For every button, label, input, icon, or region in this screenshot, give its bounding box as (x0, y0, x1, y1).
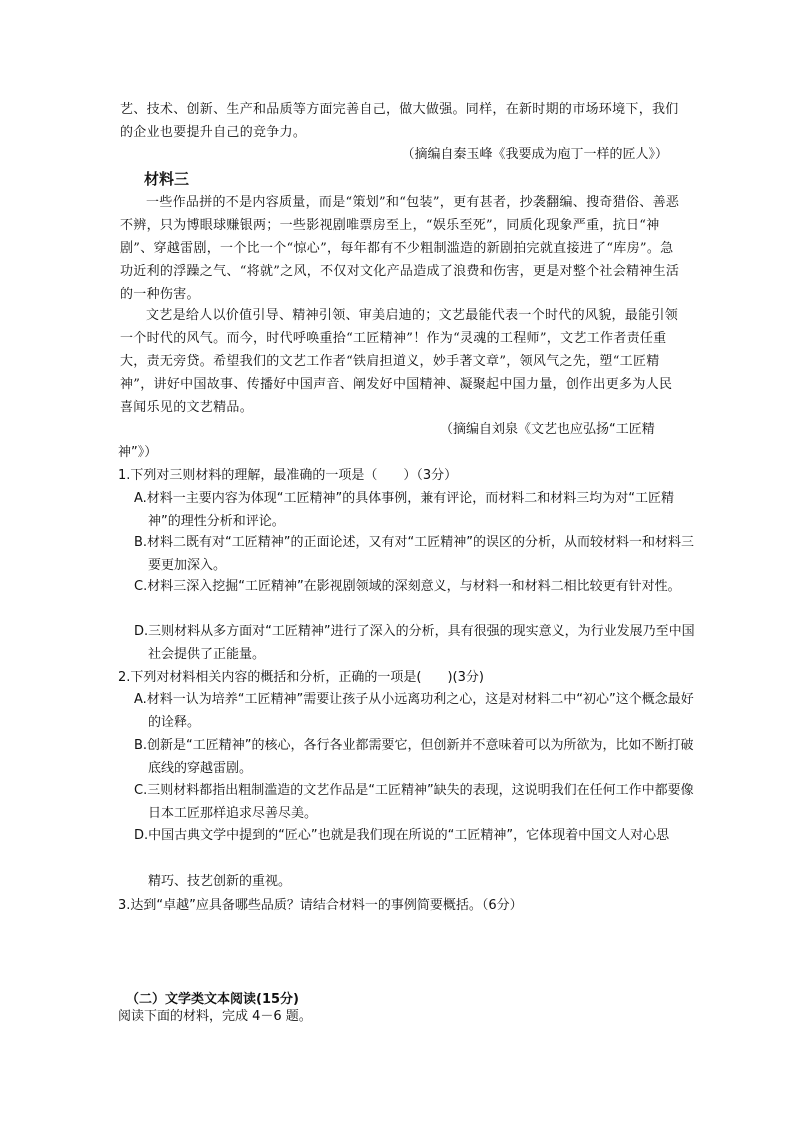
question-2-option-c: C.三则材料都指出粗制滥造的文艺作品是“工匠精神”缺失的表现，这说明我们在任何工作中都要像日本工匠那样追求尽善尽美。 (134, 783, 694, 821)
question-1-stem: 1.下列对三则材料的理解，最准确的一项是（ ）（3分） (118, 468, 458, 483)
material3-source-line2: 神”》） (118, 445, 158, 460)
section-2-title: （二）文学类文本阅读(15分) (126, 992, 299, 1007)
question-1-option-d: D.三则材料从多方面对“工匠精神”进行了深入的分析，具有很强的现实意义，为行业发展乃至中国社会提供了正能量。 (134, 624, 695, 662)
material3-title: 材料三 (144, 170, 190, 188)
question-2-option-b: B.创新是“工匠精神”的核心，各行各业都需要它，但创新并不意味着可以为所欲为，比如不断打破底线的穿越雷剧。 (134, 738, 694, 776)
question-2-option-a: A.材料一认为培养“工匠精神”需要让孩子从小远离功利之心，这是对材料二中“初心”这个概念最好的诠释。 (134, 692, 694, 730)
material3-paragraph-2: 文艺是给人以价值引导、精神引领、审美启迪的；文艺最能代表一个时代的风貌，最能引领一个时代的风气。而今，时代呼唤重拾“工匠精神”！作为“灵魂的工程师”，文艺工作者责任重大，责无旁贷。希望我们的文艺工作者“铁肩担道义，妙手著文章”，领风气之先，塑“工匠精神”，讲好中国故事、传播好中国声音、阐发好中国精神、凝聚起中国力量，创作出更多为人民喜闻乐见的文艺精品。 (120, 308, 679, 415)
material3-source-line1: （摘编自刘泉《文艺也应弘扬“工匠精 (440, 422, 655, 437)
question-2-stem: 2.下列对材料相关内容的概括和分析，正确的一项是( )(3分) (118, 670, 484, 685)
question-2-option-d-line2: 精巧、技艺创新的重视。 (148, 874, 292, 889)
section-2-instruction: 阅读下面的材料，完成 4－6 题。 (118, 1009, 312, 1024)
question-2-option-d-line1: D.中国古典文学中提到的“匠心”也就是我们现在所说的“工匠精神”，它体现着中国文人对心思 (134, 828, 670, 843)
material2-source: （摘编自秦玉峰《我要成为庖丁一样的匠人》） (401, 147, 668, 162)
material3-paragraph-1: 一些作品拼的不是内容质量，而是“策划”和“包装”，更有甚者，抄袭翻编、搜奇猎俗、善恶不辨，只为博眼球赚银两；一些影视剧唯票房至上，“娱乐至死”，同质化现象严重，抗日“神剧”、穿越雷剧，一个比一个“惊心”，每年都有不少粗制滥造的新剧拍完就直接进了“库房”。急功近利的浮躁之气、“将就”之风，不仅对文化产品造成了浪费和伤害，更是对整个社会精神生活的一种伤害。 (120, 195, 680, 302)
material2-tail-text: 艺、技术、创新、生产和品质等方面完善自己，做大做强。同样，在新时期的市场环境下，我们的企业也要提升自己的竞争力。 (120, 102, 679, 140)
question-1-option-a: A.材料一主要内容为体现“工匠精神”的具体事例，兼有评论，而材料二和材料三均为对“工匠精神”的理性分析和评论。 (134, 491, 675, 529)
question-1-option-b: B.材料二既有对“工匠精神”的正面论述，又有对“工匠精神”的误区的分析，从而较材料一和材料三要更加深入。 (134, 535, 694, 573)
question-1-option-c: C.材料三深入挖掘“工匠精神”在影视剧领域的深刻意义，与材料一和材料二相比较更有针对性。 (134, 579, 681, 594)
question-3-stem: 3.达到“卓越”应具备哪些品质？请结合材料一的事例简要概括。（6分） (118, 898, 523, 913)
